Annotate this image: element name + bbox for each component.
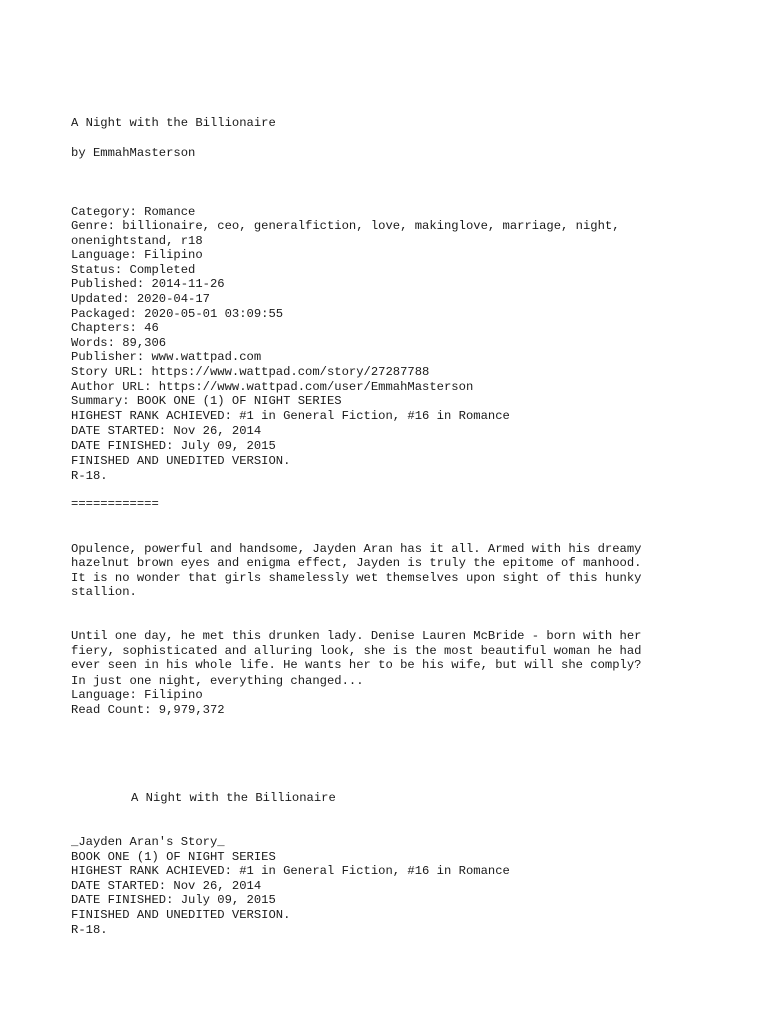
meta-date-started: DATE STARTED: Nov 26, 2014 bbox=[71, 424, 262, 438]
blurb-paragraph-1-line-2: hazelnut brown eyes and enigma effect, Jayden is truly the epitome of manhood. bbox=[71, 556, 642, 570]
meta-finished-version: FINISHED AND UNEDITED VERSION. bbox=[71, 454, 291, 468]
blurb-language: Language: Filipino bbox=[71, 688, 203, 702]
blurb-read-count: Read Count: 9,979,372 bbox=[71, 703, 225, 717]
meta-genre-line-2: onenightstand, r18 bbox=[71, 234, 203, 248]
chapter-date-started: DATE STARTED: Nov 26, 2014 bbox=[71, 879, 262, 893]
chapter-subtitle: _Jayden Aran's Story_ bbox=[71, 835, 225, 849]
meta-words: Words: 89,306 bbox=[71, 336, 167, 350]
meta-summary: Summary: BOOK ONE (1) OF NIGHT SERIES bbox=[71, 394, 342, 408]
meta-genre-line-1: Genre: billionaire, ceo, generalfiction, love, makinglove, marriage, night, bbox=[71, 219, 620, 233]
meta-date-finished: DATE FINISHED: July 09, 2015 bbox=[71, 439, 276, 453]
blurb-paragraph-2-line-3: ever seen in his whole life. He wants her to be his wife, but will she comply? bbox=[71, 658, 642, 672]
meta-author-url: Author URL: https://www.wattpad.com/user/EmmahMasterson bbox=[71, 380, 474, 394]
meta-updated: Updated: 2020-04-17 bbox=[71, 292, 210, 306]
meta-published: Published: 2014-11-26 bbox=[71, 277, 225, 291]
blurb-paragraph-1-line-4: stallion. bbox=[71, 585, 137, 599]
meta-publisher: Publisher: www.wattpad.com bbox=[71, 350, 262, 364]
chapter-title: A Night with the Billionaire bbox=[131, 791, 336, 805]
meta-highest-rank: HIGHEST RANK ACHIEVED: #1 in General Fiction, #16 in Romance bbox=[71, 409, 510, 423]
meta-chapters: Chapters: 46 bbox=[71, 321, 159, 335]
meta-packaged: Packaged: 2020-05-01 03:09:55 bbox=[71, 307, 284, 321]
blurb-paragraph-2-line-1: Until one day, he met this drunken lady. Denise Lauren McBride - born with her bbox=[71, 629, 642, 643]
meta-story-url: Story URL: https://www.wattpad.com/story/27287788 bbox=[71, 365, 430, 379]
chapter-date-finished: DATE FINISHED: July 09, 2015 bbox=[71, 893, 276, 907]
meta-rating: R-18. bbox=[71, 469, 108, 483]
chapter-rating: R-18. bbox=[71, 923, 108, 937]
meta-language: Language: Filipino bbox=[71, 248, 203, 262]
meta-status: Status: Completed bbox=[71, 263, 196, 277]
separator-line: ============ bbox=[71, 497, 159, 511]
chapter-series: BOOK ONE (1) OF NIGHT SERIES bbox=[71, 850, 276, 864]
blurb-paragraph-1-line-3: It is no wonder that girls shamelessly wet themselves upon sight of this hunky bbox=[71, 571, 642, 585]
chapter-finished-version: FINISHED AND UNEDITED VERSION. bbox=[71, 908, 291, 922]
blurb-paragraph-1-line-1: Opulence, powerful and handsome, Jayden Aran has it all. Armed with his dreamy bbox=[71, 542, 642, 556]
blurb-paragraph-2-line-2: fiery, sophisticated and alluring look, she is the most beautiful woman he had bbox=[71, 644, 642, 658]
blurb-paragraph-3-line-1: In just one night, everything changed... bbox=[71, 674, 364, 688]
book-title: A Night with the Billionaire bbox=[71, 116, 276, 130]
chapter-highest-rank: HIGHEST RANK ACHIEVED: #1 in General Fiction, #16 in Romance bbox=[71, 864, 510, 878]
meta-category: Category: Romance bbox=[71, 205, 196, 219]
author-byline: by EmmahMasterson bbox=[71, 146, 196, 160]
